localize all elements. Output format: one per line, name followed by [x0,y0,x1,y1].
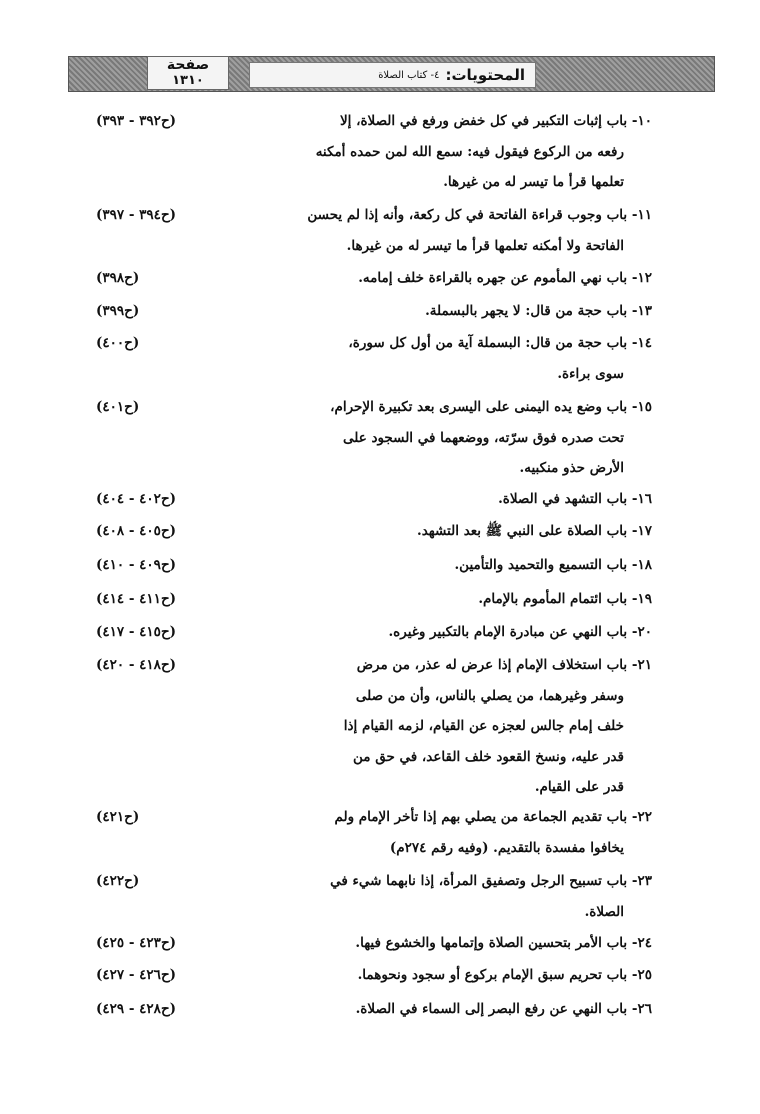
header-title-panel [249,62,536,88]
toc-entry [96,650,652,803]
entry-line: ٢٢- باب تقديم الجماعة من يصلي بهم إذا تأخر الإمام ولم [334,809,652,825]
page-number: ١٣١٠ [172,73,204,88]
entry-line: ٢١- باب استخلاف الإمام إذا عرض له عذر، من مرض [356,657,652,673]
toc-entry [96,263,652,294]
entry-line: ١٥- باب وضع يده اليمنى على اليسرى بعد تكبيرة الإحرام، [330,399,652,415]
hadith-range: (ح٤١١ - ٤١٤) [96,591,177,607]
entry-line: ٢٥- باب تحريم سبق الإمام بركوع أو سجود ونحوهما. [357,967,652,983]
entry-line: ٢٤- باب الأمر بتحسين الصلاة وإتمامها والخشوع فيها. [355,935,652,951]
hadith-range: (ح٤٢٢) [96,873,140,889]
toc-entry [96,802,652,863]
toc-entry [96,516,652,547]
entry-line: ١٧- باب الصلاة على النبي ﷺ بعد التشهد. [417,523,652,539]
entry-line: قدر على القيام. [534,779,624,795]
hadith-range: (ح٣٩٨) [96,270,140,286]
entry-line: قدر عليه، ونسخ القعود خلف القاعد، في حق من [353,748,624,765]
hadith-range: (ح٤١٨ - ٤٢٠) [96,657,177,673]
hadith-range: (ح٤١٥ - ٤١٧) [96,624,177,640]
entry-line: خلف إمام جالس لعجزه عن القيام، لزمه القيام إذا [343,718,624,734]
toc-entry [96,584,652,615]
hadith-range: (ح٤٠٠) [96,335,140,351]
page-label: صفحة [166,57,210,73]
entry-line: تحت صدره فوق سرّته، ووضعهما في السجود على [342,429,624,446]
hadith-range: (ح٤٢١) [96,809,140,825]
page-header [68,56,715,92]
entry-line: الفاتحة ولا أمكنه تعلمها قرأ ما تيسر له من غيرها. [346,237,624,254]
page-number-box [147,56,229,90]
toc-entry [96,960,652,991]
entry-line: ١٢- باب نهي المأموم عن جهره بالقراءة خلف إمامه. [358,270,652,286]
toc-entry [96,994,652,1025]
toc-entry [96,200,652,261]
hadith-range: (ح٣٩٤ - ٣٩٧) [96,207,177,223]
entry-line: ١١- باب وجوب قراءة الفاتحة في كل ركعة، وأنه إذا لم يحسن [307,207,652,223]
hadith-range: (ح٤٠١) [96,399,140,415]
toc-entry [96,296,652,327]
entry-line: ٢٠- باب النهي عن مبادرة الإمام بالتكبير وغيره. [388,624,652,640]
entry-line: يخافوا مفسدة بالتقديم. (وفيه رقم ٢٧٤م) [389,839,624,856]
hadith-range: (ح٤٠٥ - ٤٠٨) [96,523,177,539]
toc-entry [96,328,652,389]
toc-entry [96,617,652,648]
entry-line: سوى براءة. [557,365,624,382]
entry-line: الأرض حذو منكبيه. [519,460,624,476]
entry-line: وسفر وغيرهما، من يصلي بالناس، وأن من صلى [355,687,624,704]
hadith-range: (ح٤٢٨ - ٤٢٩) [96,1001,177,1017]
entry-line: ١٨- باب التسميع والتحميد والتأمين. [454,557,652,573]
entry-line: رفعه من الركوع فيقول فيه: سمع الله لمن حمده أمكنه [315,143,624,160]
entry-line: ٢٣- باب تسبيح الرجل وتصفيق المرأة، إذا نابهما شيء في [330,873,652,889]
hadith-range: (ح٤٠٩ - ٤١٠) [96,557,177,573]
hadith-range: (ح٣٩٢ - ٣٩٣) [96,113,177,129]
toc-entry [96,392,652,484]
entry-line: ٢٦- باب النهي عن رفع البصر إلى السماء في الصلاة. [355,1001,652,1017]
toc-entry [96,866,652,927]
toc-entry [96,484,652,515]
entry-line: تعلمها قرأ ما تيسر له من غيرها. [443,174,624,190]
header-subtitle: ٤- كتاب الصلاة [378,69,440,81]
entry-line: الصلاة. [584,903,624,920]
hadith-range: (ح٤٢٦ - ٤٢٧) [96,967,177,983]
entry-line: ١٤- باب حجة من قال: البسملة آية من أول كل سورة، [348,335,652,351]
hadith-range: (ح٤٢٣ - ٤٢٥) [96,935,177,951]
entry-line: ١٩- باب ائتمام المأموم بالإمام. [478,591,652,607]
toc-entry [96,928,652,959]
header-title: المحتويات: [445,66,525,84]
entry-line: ١٠- باب إثبات التكبير في كل خفض ورفع في الصلاة، إلا [339,113,652,129]
hadith-range: (ح٤٠٢ - ٤٠٤) [96,491,177,507]
hadith-range: (ح٣٩٩) [96,303,140,319]
entry-line: ١٣- باب حجة من قال: لا يجهر بالبسملة. [425,303,652,319]
toc-entry [96,550,652,581]
toc-entry [96,106,652,198]
entry-line: ١٦- باب التشهد في الصلاة. [498,491,652,507]
